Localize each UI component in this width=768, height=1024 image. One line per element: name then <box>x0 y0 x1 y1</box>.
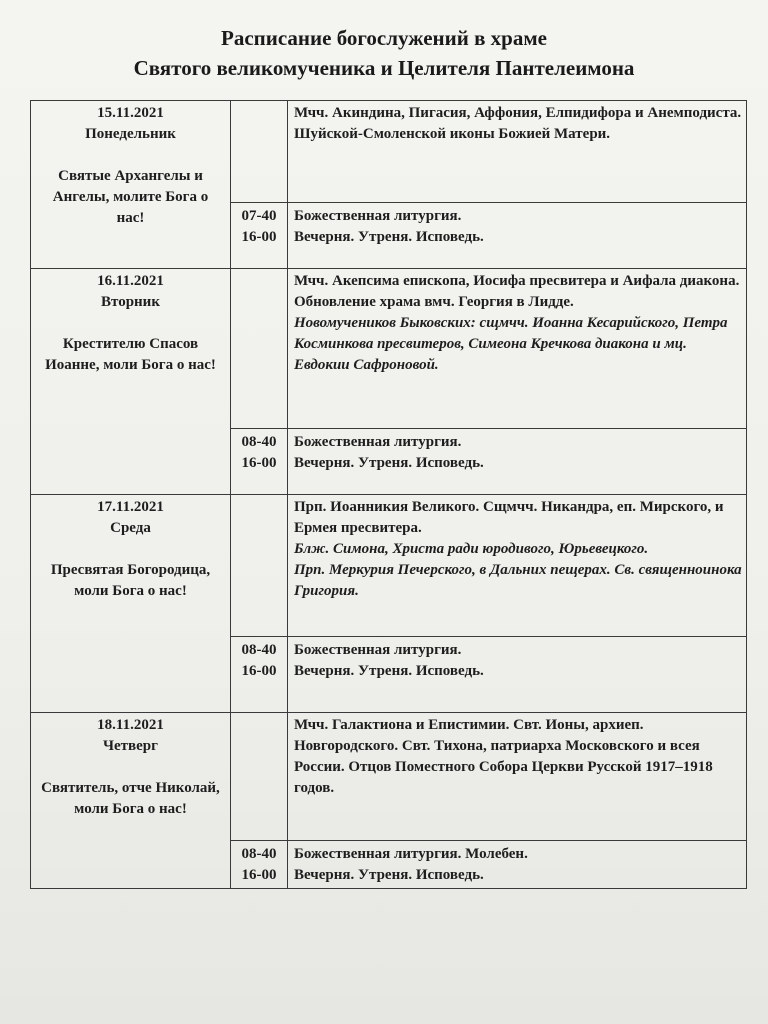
saints-cell <box>288 713 747 841</box>
day-date: 15.11.2021 <box>97 105 164 121</box>
service-time: 16-00 <box>241 229 277 245</box>
service-name: Вечерня. Утреня. Исповедь. <box>294 229 484 245</box>
saints-cell <box>288 495 747 637</box>
service-times <box>231 841 288 889</box>
service-name: Божественная литургия. Молебен. <box>294 846 528 862</box>
empty-time-cell <box>231 101 288 203</box>
service-time: 16-00 <box>241 455 277 471</box>
day-prayer: Святитель, отче Николай, моли Бога о нас! <box>41 780 220 817</box>
service-name: Вечерня. Утреня. Исповедь. <box>294 663 484 679</box>
service-time: 16-00 <box>241 867 277 883</box>
service-name: Божественная литургия. <box>294 434 462 450</box>
day-row <box>31 269 747 429</box>
service-cell <box>288 841 747 889</box>
service-times <box>231 203 288 269</box>
day-weekday: Среда <box>110 520 151 536</box>
saints-cell <box>288 101 747 203</box>
empty-time-cell <box>231 713 288 841</box>
church-name: Святого великомученика и Целителя Пантелеимона <box>133 56 635 80</box>
service-times <box>231 637 288 713</box>
service-time: 07-40 <box>241 208 277 224</box>
service-cell <box>288 203 747 269</box>
service-name: Вечерня. Утреня. Исповедь. <box>294 867 484 883</box>
schedule-title: Расписание богослужений в храме <box>221 26 547 50</box>
day-prayer: Святые Архангелы и Ангелы, молите Бога о нас! <box>52 168 209 226</box>
saints-text: Мчч. Галактиона и Епистимии. Свт. Ионы, архиеп. Новгородского. Свт. Тихона, патриарха Московского и всея России. Отцов Поместного Собора Церкви Русской 1917–1918 годов. <box>294 717 713 796</box>
service-cell <box>288 429 747 495</box>
day-row <box>31 101 747 203</box>
service-time: 08-40 <box>241 846 277 862</box>
day-prayer: Пресвятая Богородица, моли Бога о нас! <box>50 562 211 599</box>
saints-cell <box>288 269 747 429</box>
service-name: Божественная литургия. <box>294 642 462 658</box>
service-cell <box>288 637 747 713</box>
day-cell <box>31 495 231 713</box>
saints-text-italic: Блж. Симона, Христа ради юродивого, Юрьевецкого. <box>294 541 649 557</box>
day-date: 16.11.2021 <box>97 273 164 289</box>
schedule-table <box>30 100 747 889</box>
saints-text: Прп. Иоанникия Великого. Сщмчч. Никандра, еп. Мирского, и Ермея пресвитера. <box>294 499 724 536</box>
saints-text-italic: Прп. Меркурия Печерского, в Дальних пещерах. Св. священноинока Григория. <box>294 562 742 599</box>
service-times <box>231 429 288 495</box>
service-name: Божественная литургия. <box>294 208 462 224</box>
day-date: 17.11.2021 <box>97 499 164 515</box>
empty-time-cell <box>231 269 288 429</box>
saints-text-italic: Новомучеников Быковских: сщмчч. Иоанна Кесарийского, Петра Косминкова пресвитеров, Симеона Кречкова диакона и мц. Евдокии Сафроновой. <box>294 315 728 373</box>
service-name: Вечерня. Утреня. Исповедь. <box>294 455 484 471</box>
day-cell <box>31 101 231 269</box>
day-weekday: Вторник <box>101 294 160 310</box>
service-time: 16-00 <box>241 663 277 679</box>
saints-text: Мчч. Акиндина, Пигасия, Аффония, Елпидифора и Анемподиста. <box>294 105 742 121</box>
service-time: 08-40 <box>241 434 277 450</box>
empty-time-cell <box>231 495 288 637</box>
service-time: 08-40 <box>241 642 277 658</box>
day-prayer: Крестителю Спасов Иоанне, моли Бога о нас! <box>45 336 216 373</box>
day-weekday: Понедельник <box>85 126 176 142</box>
saints-text: Мчч. Акепсима епископа, Иосифа пресвитера и Аифала диакона. Обновление храма вмч. Георгия в Лидде. <box>294 273 740 310</box>
day-row <box>31 713 747 841</box>
day-row <box>31 495 747 637</box>
day-cell <box>31 269 231 495</box>
day-cell <box>31 713 231 889</box>
saints-text: Шуйской-Смоленской иконы Божией Матери. <box>294 126 611 142</box>
day-weekday: Четверг <box>103 738 158 754</box>
day-date: 18.11.2021 <box>97 717 164 733</box>
